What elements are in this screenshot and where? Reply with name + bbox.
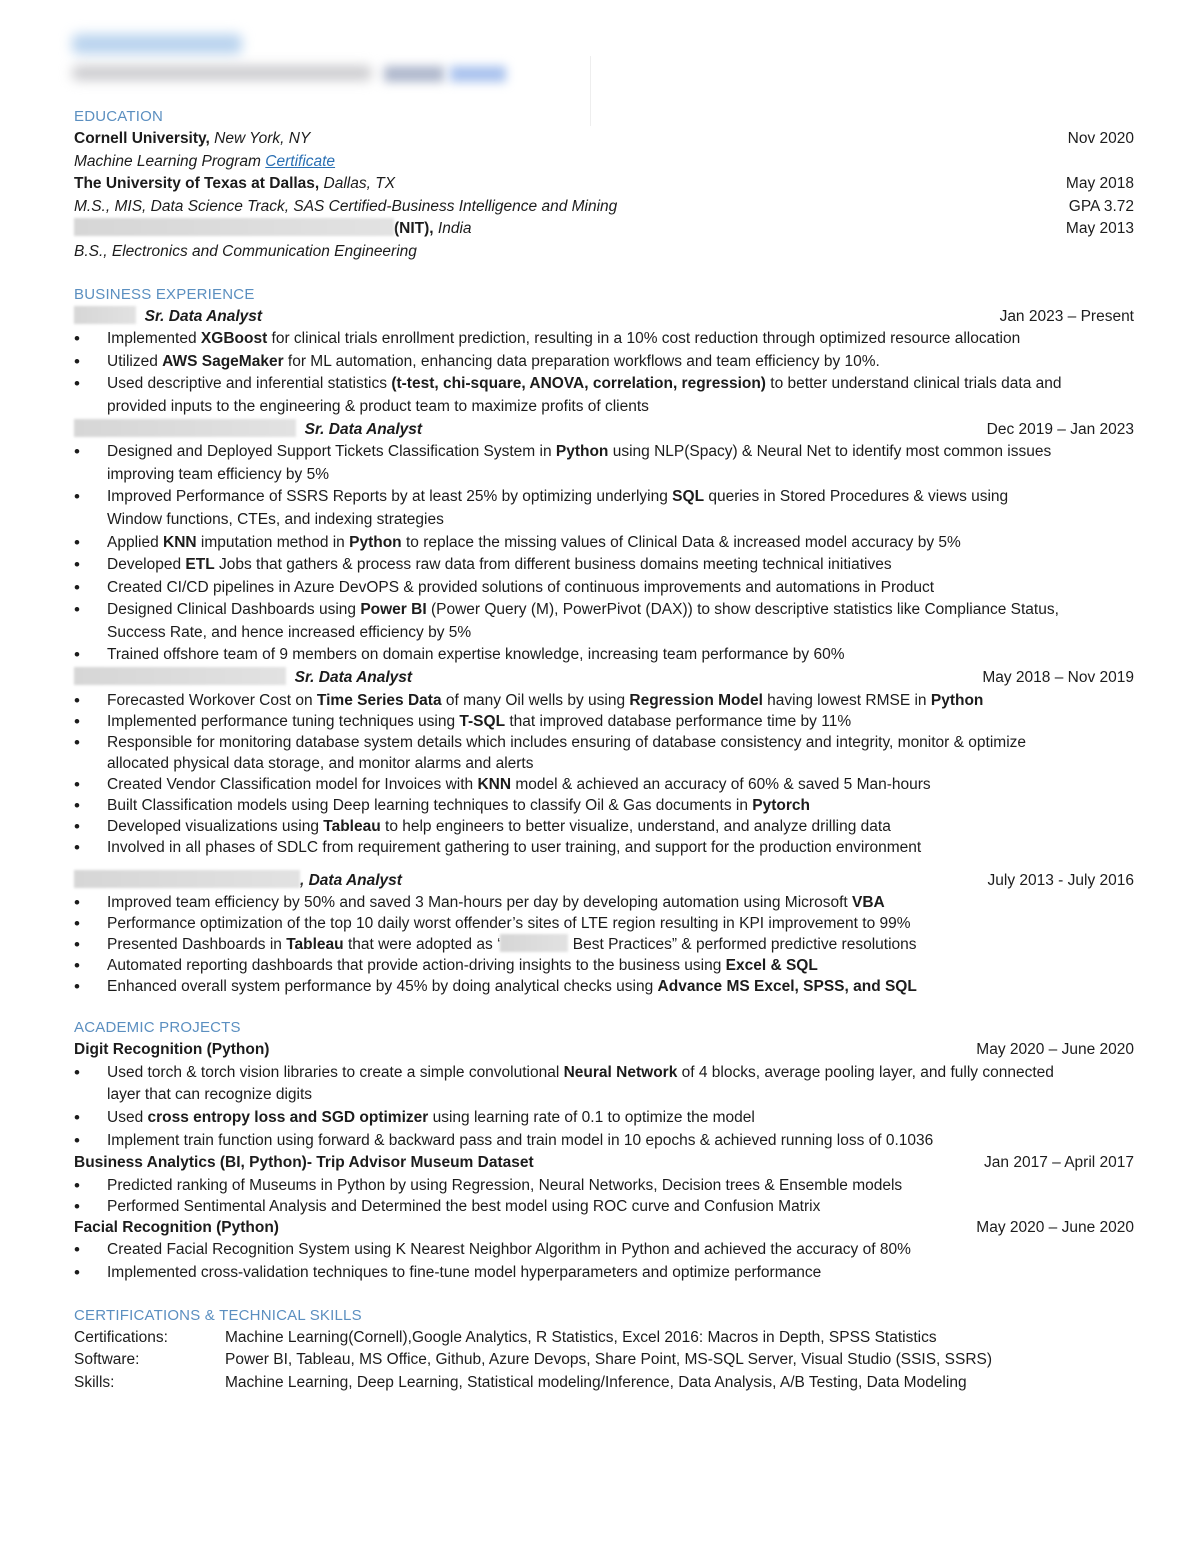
text: Used torch & torch vision libraries to create a simple convolutional (107, 1063, 564, 1081)
job-bullets (74, 690, 1134, 858)
bold-text: T-SQL (459, 712, 506, 730)
redacted-text (500, 934, 568, 952)
text: Improved Performance of SSRS Reports by at least 25% by optimizing underlying (107, 488, 673, 506)
bold-text: Tableau (323, 817, 381, 835)
bold-text: VBA (851, 894, 885, 912)
bold-text: Time Series Data (316, 691, 442, 709)
bullet-item (74, 328, 1067, 351)
redacted-name (72, 34, 242, 54)
text: Implemented (107, 330, 201, 348)
bullet-item (74, 690, 1067, 711)
job-title: Sr. Data Analyst (144, 307, 263, 325)
bullet-item (74, 373, 1067, 418)
bold-text: Python (930, 691, 984, 709)
text: Improved team efficiency by 50% and saved 3 Man-hours per day by developing automation using Microsoft (107, 894, 852, 912)
bullet-item (74, 711, 1067, 732)
section-title-education: EDUCATION (74, 108, 164, 125)
skills-label: Certifications: (74, 1328, 168, 1346)
project-name: Digit Recognition (Python) (74, 1041, 270, 1059)
bullet-item (74, 1107, 1067, 1130)
project-name: Business Analytics (BI, Python)- Trip Advisor Museum Dataset (74, 1154, 534, 1172)
redacted-contact-info (72, 66, 372, 80)
text: to help engineers to better visualize, understand, and analyze drilling data (380, 817, 891, 835)
gpa: GPA 3.72 (1068, 197, 1134, 215)
text: using NLP(Spacy) & Neural Net to identify most common issues improving team efficiency by 5% (107, 443, 1052, 483)
bold-text: cross entropy loss and SGD optimizer (147, 1109, 429, 1127)
school-location: Dallas, TX (323, 175, 396, 193)
project-bullets (74, 1175, 1134, 1217)
text: Built Classification models using Deep learning techniques to classify Oil & Gas documents in (107, 796, 753, 814)
bold-text: Pytorch (752, 796, 811, 814)
job-bullets (74, 441, 1134, 667)
bullet-item (74, 441, 1067, 486)
text: Implemented cross-validation techniques to fine-tune model hyperparameters and optimize performance (107, 1264, 822, 1281)
bold-text: Advance MS Excel, SPSS, and SQL (657, 978, 917, 996)
text: (Power Query (M), PowerPivot (DAX)) to show descriptive statistics like Compliance Status, Success Rate, and hence increased efficiency by 5% (107, 601, 1059, 641)
degree: B.S., Electronics and Communication Engineering (74, 242, 417, 260)
bullet-item (74, 351, 1067, 374)
education-entry (74, 128, 1134, 151)
education-entry (74, 173, 1134, 196)
program-name: Machine Learning Program (74, 152, 261, 170)
text: Presented Dashboards in (107, 936, 287, 954)
section-title-experience: BUSINESS EXPERIENCE (74, 285, 255, 303)
section-title-projects: ACADEMIC PROJECTS (74, 1019, 241, 1037)
bold-text: Excel & SQL (725, 957, 818, 975)
text: Implement train function using forward & backward pass and train model in 10 epochs & achieved running loss of 0.1036 (107, 1131, 934, 1149)
text: Performance optimization of the top 10 daily worst offender’s sites of LTE region resulting in KPI improvement to 99% (107, 915, 911, 933)
education-detail (74, 241, 1134, 264)
education-date: May 2018 (1065, 175, 1134, 193)
bullet-item (74, 892, 1067, 913)
project-date: Jan 2017 – April 2017 (984, 1154, 1134, 1172)
project-header (74, 1039, 1134, 1062)
bold-text: Python (555, 443, 609, 461)
text: Utilized (107, 352, 163, 370)
bullet-item (74, 577, 1067, 600)
job-date: Dec 2019 – Jan 2023 (986, 420, 1134, 438)
text: that were adopted as ‘ (343, 936, 501, 954)
bold-text: SQL (672, 488, 705, 506)
bullet-item (74, 913, 1067, 934)
education-entry (74, 218, 1134, 241)
education-detail (74, 196, 1134, 219)
redacted-link (384, 66, 444, 82)
text: Designed and Deployed Support Tickets Classification System in (107, 443, 556, 461)
text: Forecasted Workover Cost on (107, 691, 317, 709)
text: Predicted ranking of Museums in Python by using Regression, Neural Networks, Decision trees & Ensemble models (107, 1176, 903, 1194)
project-bullets (74, 1062, 1134, 1152)
text: Created CI/CD pipelines in Azure DevOPS & provided solutions of continuous improvements and automations in Product (107, 578, 935, 596)
bullet-item (74, 732, 1067, 774)
bullet-item (74, 976, 1067, 997)
school-location: India (437, 220, 472, 238)
job-bullets (74, 328, 1134, 418)
redacted-company (74, 667, 286, 685)
bold-text: Neural Network (563, 1063, 678, 1081)
text: that improved database performance time by 11% (505, 712, 852, 730)
text: Involved in all phases of SDLC from requirement gathering to user training, and support for the production environment (107, 838, 922, 856)
redacted-company (74, 419, 296, 437)
text: to replace the missing values of Clinical Data & increased model accuracy by 5% (401, 533, 961, 551)
text: Implemented performance tuning techniques using (107, 712, 460, 730)
text: Automated reporting dashboards that provide action-driving insights to the business using (107, 957, 726, 975)
bullet-item (74, 934, 1067, 955)
bold-text: Python (349, 533, 402, 551)
bold-text: KNN (477, 775, 512, 793)
job-header (74, 667, 1134, 690)
bullet-item (74, 774, 1067, 795)
text: Used (107, 1109, 148, 1127)
bold-text: Regression Model (629, 691, 763, 709)
text: Developed (107, 556, 186, 574)
redacted-company (74, 870, 300, 888)
text: Applied (107, 533, 164, 551)
text: Responsible for monitoring database system details which includes ensuring of database consistency and integrity, monitor & optimize allocated physical data storage, and monitor alarms and alerts (107, 733, 1027, 772)
text: to better understand clinical trials data and provided inputs to the engineering & product team to maximize profits of clients (107, 375, 1062, 415)
bullet-item (74, 1196, 1067, 1217)
skills-value: Power BI, Tableau, MS Office, Github, Azure Devops, Share Point, MS-SQL Server, Visual Studio (SSIS, SSRS) (225, 1351, 993, 1369)
bullet-item (74, 599, 1067, 644)
redacted-header (66, 28, 526, 98)
bullet-item (74, 554, 1067, 577)
bullet-item (74, 837, 1067, 858)
bullet-item (74, 1262, 1067, 1285)
project-date: May 2020 – June 2020 (976, 1041, 1134, 1059)
text: Created Facial Recognition System using K Nearest Neighbor Algorithm in Python and achieved the accuracy of 80% (107, 1241, 911, 1259)
text: Best Practices” & performed predictive resolutions (568, 936, 917, 954)
resume-content (74, 106, 1134, 1394)
skills-row (74, 1349, 1134, 1372)
text: for ML automation, enhancing data preparation workflows and team efficiency by 10%. (283, 352, 880, 370)
job-date: July 2013 - July 2016 (987, 871, 1134, 889)
redacted-link (450, 66, 506, 82)
job-date: Jan 2023 – Present (999, 307, 1134, 325)
project-header (74, 1152, 1134, 1175)
skills-value: Machine Learning(Cornell),Google Analytics, R Statistics, Excel 2016: Macros in Depth, SPSS Statistics (225, 1328, 937, 1346)
bullet-item (74, 1239, 1067, 1262)
job-header (74, 419, 1134, 442)
text: model & achieved an accuracy of 60% & saved 5 Man-hours (511, 775, 931, 793)
redacted-company (74, 306, 136, 324)
job-bullets (74, 892, 1134, 997)
text: queries in Stored Procedures & views using Window functions, CTEs, and indexing strategies (107, 488, 1009, 528)
bullet-item (74, 486, 1067, 531)
education-date: May 2013 (1065, 220, 1134, 238)
education-detail (74, 151, 1134, 174)
job-title: Sr. Data Analyst (294, 669, 413, 687)
text: imputation method in (196, 533, 350, 551)
text: of many Oil wells by using (441, 691, 630, 709)
bold-text: XGBoost (200, 330, 268, 348)
skills-value: Machine Learning, Deep Learning, Statistical modeling/Inference, Data Analysis, A/B Testing, Data Modeling (225, 1373, 967, 1391)
degree: M.S., MIS, Data Science Track, SAS Certified-Business Intelligence and Mining (74, 197, 618, 215)
bold-text: AWS SageMaker (162, 352, 284, 370)
project-bullets (74, 1239, 1134, 1284)
section-title-skills: CERTIFICATIONS & TECHNICAL SKILLS (74, 1306, 362, 1324)
job-title: , Data Analyst (300, 871, 402, 889)
skills-row (74, 1372, 1134, 1395)
skills-row (74, 1327, 1134, 1350)
job-header (74, 870, 1134, 893)
bold-text: Tableau (286, 936, 344, 954)
text: having lowest RMSE in (762, 691, 931, 709)
text: Designed Clinical Dashboards using (107, 601, 361, 619)
bullet-item (74, 644, 1067, 667)
project-header (74, 1217, 1134, 1240)
text: of 4 blocks, average pooling layer, and fully connected layer that can recognize digits (107, 1063, 1054, 1104)
bullet-item (74, 1175, 1067, 1196)
school-name: Cornell University, (74, 130, 210, 147)
bold-text: KNN (163, 533, 197, 551)
job-title: Sr. Data Analyst (304, 420, 423, 438)
bold-text: ETL (185, 556, 215, 574)
job-header (74, 306, 1134, 329)
text: Jobs that gathers & process raw data from different business domains meeting technical initiatives (214, 556, 892, 574)
job-date: May 2018 – Nov 2019 (982, 669, 1134, 687)
school-location: New York, NY (214, 130, 311, 147)
text: for clinical trials enrollment prediction, resulting in a 10% cost reduction through optimized resource allocation (267, 330, 1021, 348)
bullet-item (74, 1062, 1067, 1107)
bullet-item (74, 1130, 1067, 1153)
school-name: The University of Texas at Dallas, (74, 175, 320, 193)
bullet-item (74, 816, 1067, 837)
bullet-item (74, 955, 1067, 976)
bold-text: (t-test, chi-square, ANOVA, correlation, regression) (391, 375, 766, 393)
text: using learning rate of 0.1 to optimize the model (428, 1109, 755, 1127)
skills-label: Software: (74, 1351, 140, 1369)
bullet-item (74, 532, 1067, 555)
text: Performed Sentimental Analysis and Determined the best model using ROC curve and Confusion Matrix (107, 1197, 821, 1215)
text: Enhanced overall system performance by 45% by doing analytical checks using (107, 978, 658, 996)
skills-label: Skills: (74, 1373, 115, 1391)
text: Used descriptive and inferential statistics (107, 375, 392, 393)
education-date: Nov 2020 (1067, 130, 1134, 147)
bullet-item (74, 795, 1067, 816)
text: Developed visualizations using (107, 817, 324, 835)
certificate-link[interactable]: Certificate (265, 152, 336, 170)
project-name: Facial Recognition (Python) (74, 1218, 279, 1236)
text: Trained offshore team of 9 members on domain expertise knowledge, increasing team performance by 60% (107, 646, 845, 664)
bold-text: Power BI (360, 601, 427, 619)
redacted-school-name (74, 218, 394, 236)
project-date: May 2020 – June 2020 (976, 1218, 1134, 1236)
text: Created Vendor Classification model for Invoices with (107, 775, 478, 793)
school-name: (NIT), (394, 220, 434, 238)
